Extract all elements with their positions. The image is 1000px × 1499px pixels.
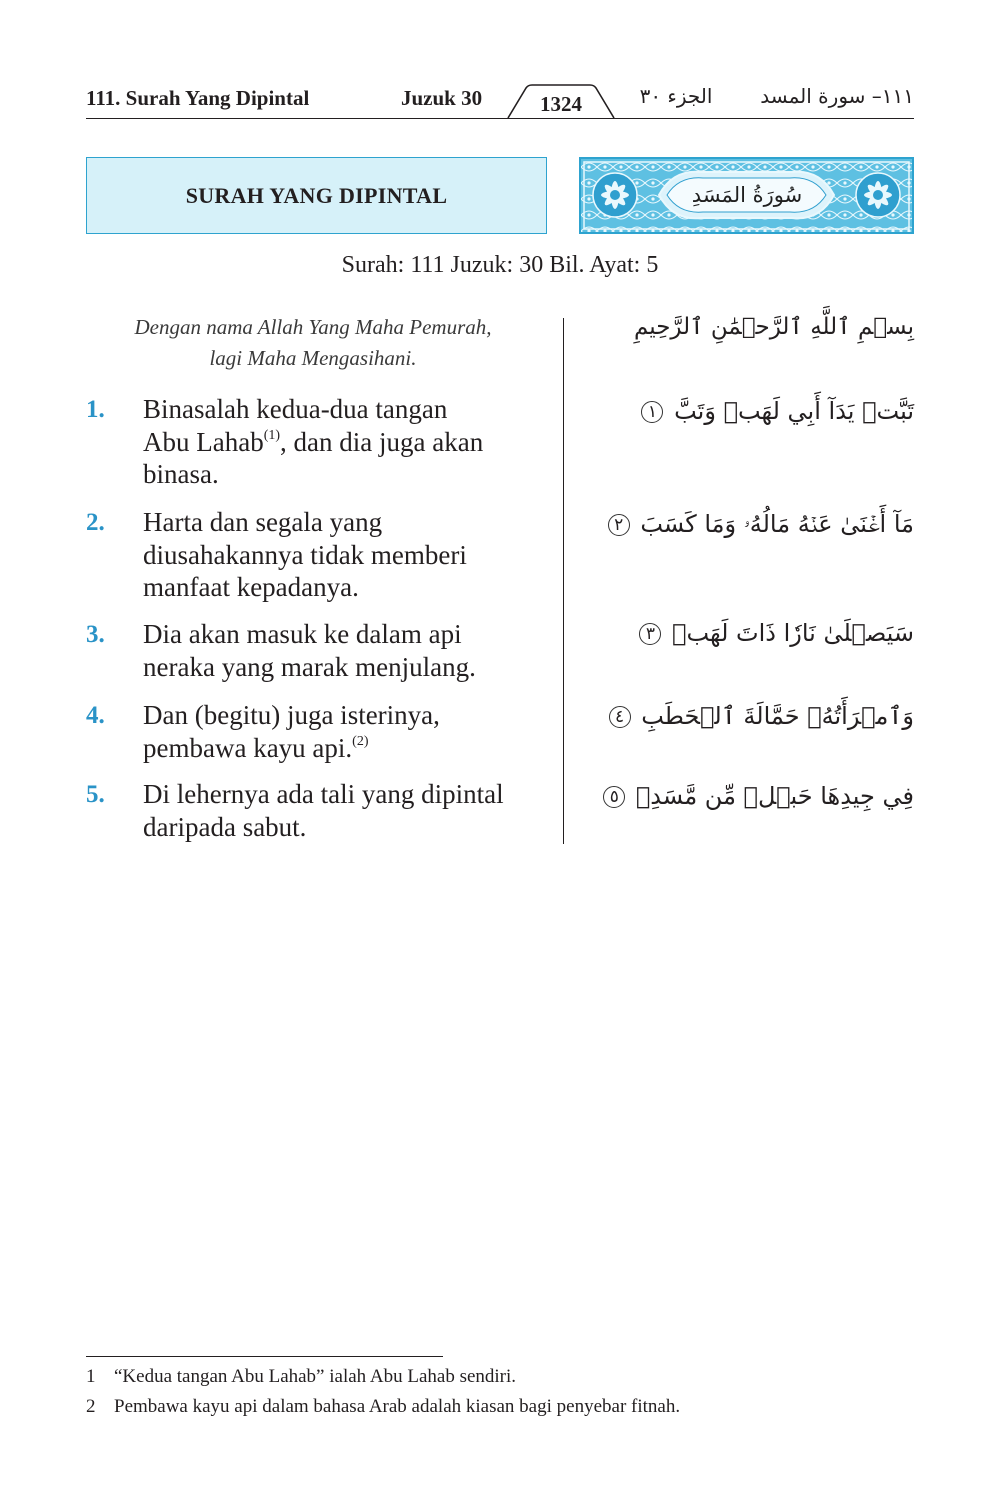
footnote	[86, 1366, 516, 1388]
verse-arabic	[580, 699, 914, 733]
footnote-ref[interactable]: (1)	[263, 427, 281, 443]
page-number: 1324	[540, 92, 582, 116]
verse-arabic	[580, 779, 914, 813]
verse-line: Di lehernya ada tali yang dipintal	[143, 779, 504, 809]
ayah-number-mark: ٤	[609, 706, 631, 728]
header-surah-title: 111. Surah Yang Dipintal	[86, 86, 310, 110]
verse-text	[143, 393, 563, 491]
verse-line: diusahakannya tidak memberi	[143, 539, 467, 570]
header-juzuk: Juzuk 30	[401, 86, 483, 110]
verse-text	[143, 506, 563, 604]
verse-line-part: , dan dia juga akan	[280, 426, 484, 457]
running-header	[86, 84, 914, 122]
verse-arabic-text: فِي جِيدِهَا حَبۡلٞ مِّن مَّسَدِۭ	[635, 782, 914, 810]
footnote-number: 1	[86, 1366, 96, 1387]
footnote-rule	[86, 1356, 443, 1357]
verse-arabic-text: وَٱمۡرَأَتُهُۥ حَمَّالَةَ ٱلۡحَطَبِ	[641, 702, 914, 730]
verse-line: neraka yang marak menjulang.	[143, 651, 476, 682]
footnote	[86, 1396, 680, 1418]
verse-number: 5.	[86, 781, 105, 808]
surah-meta: Surah: 111 Juzuk: 30 Bil. Ayat: 5	[341, 252, 659, 278]
footnote-ref[interactable]: (2)	[352, 733, 369, 749]
footnote-number: 2	[86, 1396, 96, 1417]
verse-number: 2.	[86, 509, 105, 536]
verse-line: Dan (begitu) juga isterinya,	[143, 700, 440, 730]
verse-number: 4.	[86, 702, 105, 729]
basmala-translation-line: lagi Maha Mengasihani.	[209, 346, 417, 370]
verse-line: Dia akan masuk ke dalam api	[143, 619, 462, 649]
surah-title: SURAH YANG DIPINTAL	[185, 182, 448, 208]
verse-number: 1.	[86, 396, 105, 423]
ayah-number-mark: ١	[641, 401, 663, 423]
ayah-number-mark: ٢	[608, 514, 630, 536]
verse-line: binasa.	[143, 459, 219, 489]
column-divider	[563, 318, 564, 844]
verse-text	[143, 699, 563, 764]
header-juz-arabic: الجزء ٣٠	[639, 84, 713, 108]
rosette-right-icon	[856, 173, 900, 217]
basmala-arabic: بِسۡمِ ٱللَّهِ ٱلرَّحۡمَٰنِ ٱلرَّحِيمِ	[633, 314, 914, 340]
rosette-left-icon	[593, 173, 637, 217]
surah-title-box	[86, 157, 547, 234]
verse-line: Harta dan segala yang	[143, 507, 383, 537]
verse-line	[143, 426, 563, 459]
header-rule	[86, 118, 914, 119]
verse-number: 3.	[86, 621, 105, 648]
header-surah-arabic: ١١١– سورة المسد	[760, 84, 914, 108]
verse-arabic-text: سَيَصۡلَىٰ نَارٗا ذَاتَ لَهَبٖ	[672, 619, 914, 647]
verse-line-part: Abu Lahab	[143, 426, 264, 457]
ayah-number-mark: ٥	[603, 786, 625, 808]
basmala-translation	[90, 312, 536, 374]
verse-arabic-text: تَبَّتۡ يَدَآ أَبِي لَهَبٖ وَتَبَّ	[674, 397, 914, 425]
verse-line	[143, 732, 563, 765]
basmala-translation-line: Dengan nama Allah Yang Maha Pemurah,	[134, 315, 492, 339]
verse-arabic	[580, 507, 914, 541]
verse-arabic-text: مَآ أَغۡنَىٰ عَنۡهُ مَالُهُۥ وَمَا كَسَبَ	[640, 510, 914, 538]
verse-arabic	[580, 616, 914, 650]
verse-text	[143, 778, 563, 843]
surah-title-arabic: سُورَةُ المَسَدِ	[691, 183, 803, 207]
verse-arabic	[580, 394, 914, 428]
surah-ornament-banner	[579, 157, 914, 234]
verse-line: Binasalah kedua-dua tangan	[143, 394, 448, 424]
verse-line-part: pembawa kayu api.	[143, 732, 353, 763]
verse-line: daripada sabut.	[143, 811, 307, 842]
footnote-text: “Kedua tangan Abu Lahab” ialah Abu Lahab sendiri.	[114, 1366, 517, 1387]
footnote-text: Pembawa kayu api dalam bahasa Arab adalah kiasan bagi penyebar fitnah.	[114, 1396, 681, 1417]
ayah-number-mark: ٣	[639, 623, 661, 645]
verse-text	[143, 618, 563, 683]
verse-line: manfaat kepadanya.	[143, 572, 359, 602]
